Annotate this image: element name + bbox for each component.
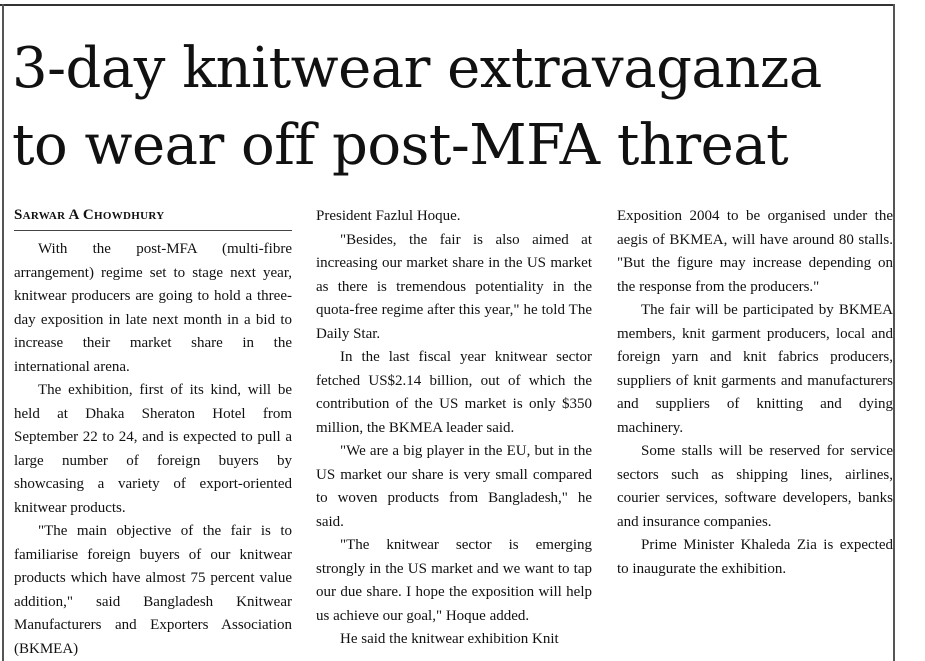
col3-paragraph-3: Some stalls will be reserved for service sectors such as shipping lines, airlines, courier services, software developers, banks and insurance companies.: [617, 443, 893, 530]
article-column-2: [316, 205, 592, 652]
article-headline: [12, 30, 892, 184]
col3-paragraph-2: The fair will be participated by BKMEA members, knit garment producers, local and foreign yarn and knit fabrics producers, suppliers of knit garments and manufacturers and suppliers of knitting and dying machinery.: [617, 302, 893, 436]
left-border-rule: [2, 4, 4, 661]
col2-paragraph-5: "The knitwear sector is emerging strongly in the US market and we want to tap our due share. I hope the exposition will help us achieve our goal," Hoque added.: [316, 537, 592, 624]
col3-paragraph-4: Prime Minister Khaleda Zia is expected to inaugurate the exhibition.: [617, 537, 893, 577]
byline: Sarwar A Chowdhury: [14, 207, 165, 223]
col2-paragraph-3: In the last fiscal year knitwear sector fetched US$2.14 billion, out of which the contribution of the US market is only $350 million, the BKMEA leader said.: [316, 349, 592, 436]
article-column-3: [617, 205, 893, 581]
col2-paragraph-6: He said the knitwear exhibition Knit: [340, 631, 559, 647]
article-column-1: [14, 205, 292, 661]
top-border-rule: [0, 4, 895, 6]
col2-paragraph-1: President Fazlul Hoque.: [316, 208, 461, 224]
col2-paragraph-4: "We are a big player in the EU, but in the US market our share is very small compared to woven products from Bangladesh," he said.: [316, 443, 592, 530]
headline-line-2: to wear off post-MFA threat: [12, 113, 789, 178]
col1-paragraph-2: The exhibition, first of its kind, will be held at Dhaka Sheraton Hotel from September 22 to 24, and is expected to pull a large number of foreign buyers by showcasing a variety of export-oriented knitwear products.: [14, 382, 292, 516]
col1-paragraph-1: With the post-MFA (multi-fibre arrangement) regime set to stage next year, knitwear producers are going to hold a three-day exposition in late next month in a bid to increase their market share in the international arena.: [14, 241, 292, 375]
col2-paragraph-2: "Besides, the fair is also aimed at increasing our market share in the US market as there is tremendous potentiality in the quota-free regime after this year," he told The Daily Star.: [316, 231, 592, 342]
byline-rule: [14, 230, 292, 231]
headline-line-1: 3-day knitwear extravaganza: [12, 36, 822, 101]
col3-paragraph-1: Exposition 2004 to be organised under the aegis of BKMEA, will have around 80 stalls. "But the figure may increase depending on the response from the producers.": [617, 208, 893, 295]
col1-paragraph-3: "The main objective of the fair is to familiarise foreign buyers of our knitwear products which have almost 75 percent value addition," said Bangladesh Knitwear Manufacturers and Exporters Association (BKMEA): [14, 523, 292, 657]
right-border-rule: [893, 4, 895, 661]
